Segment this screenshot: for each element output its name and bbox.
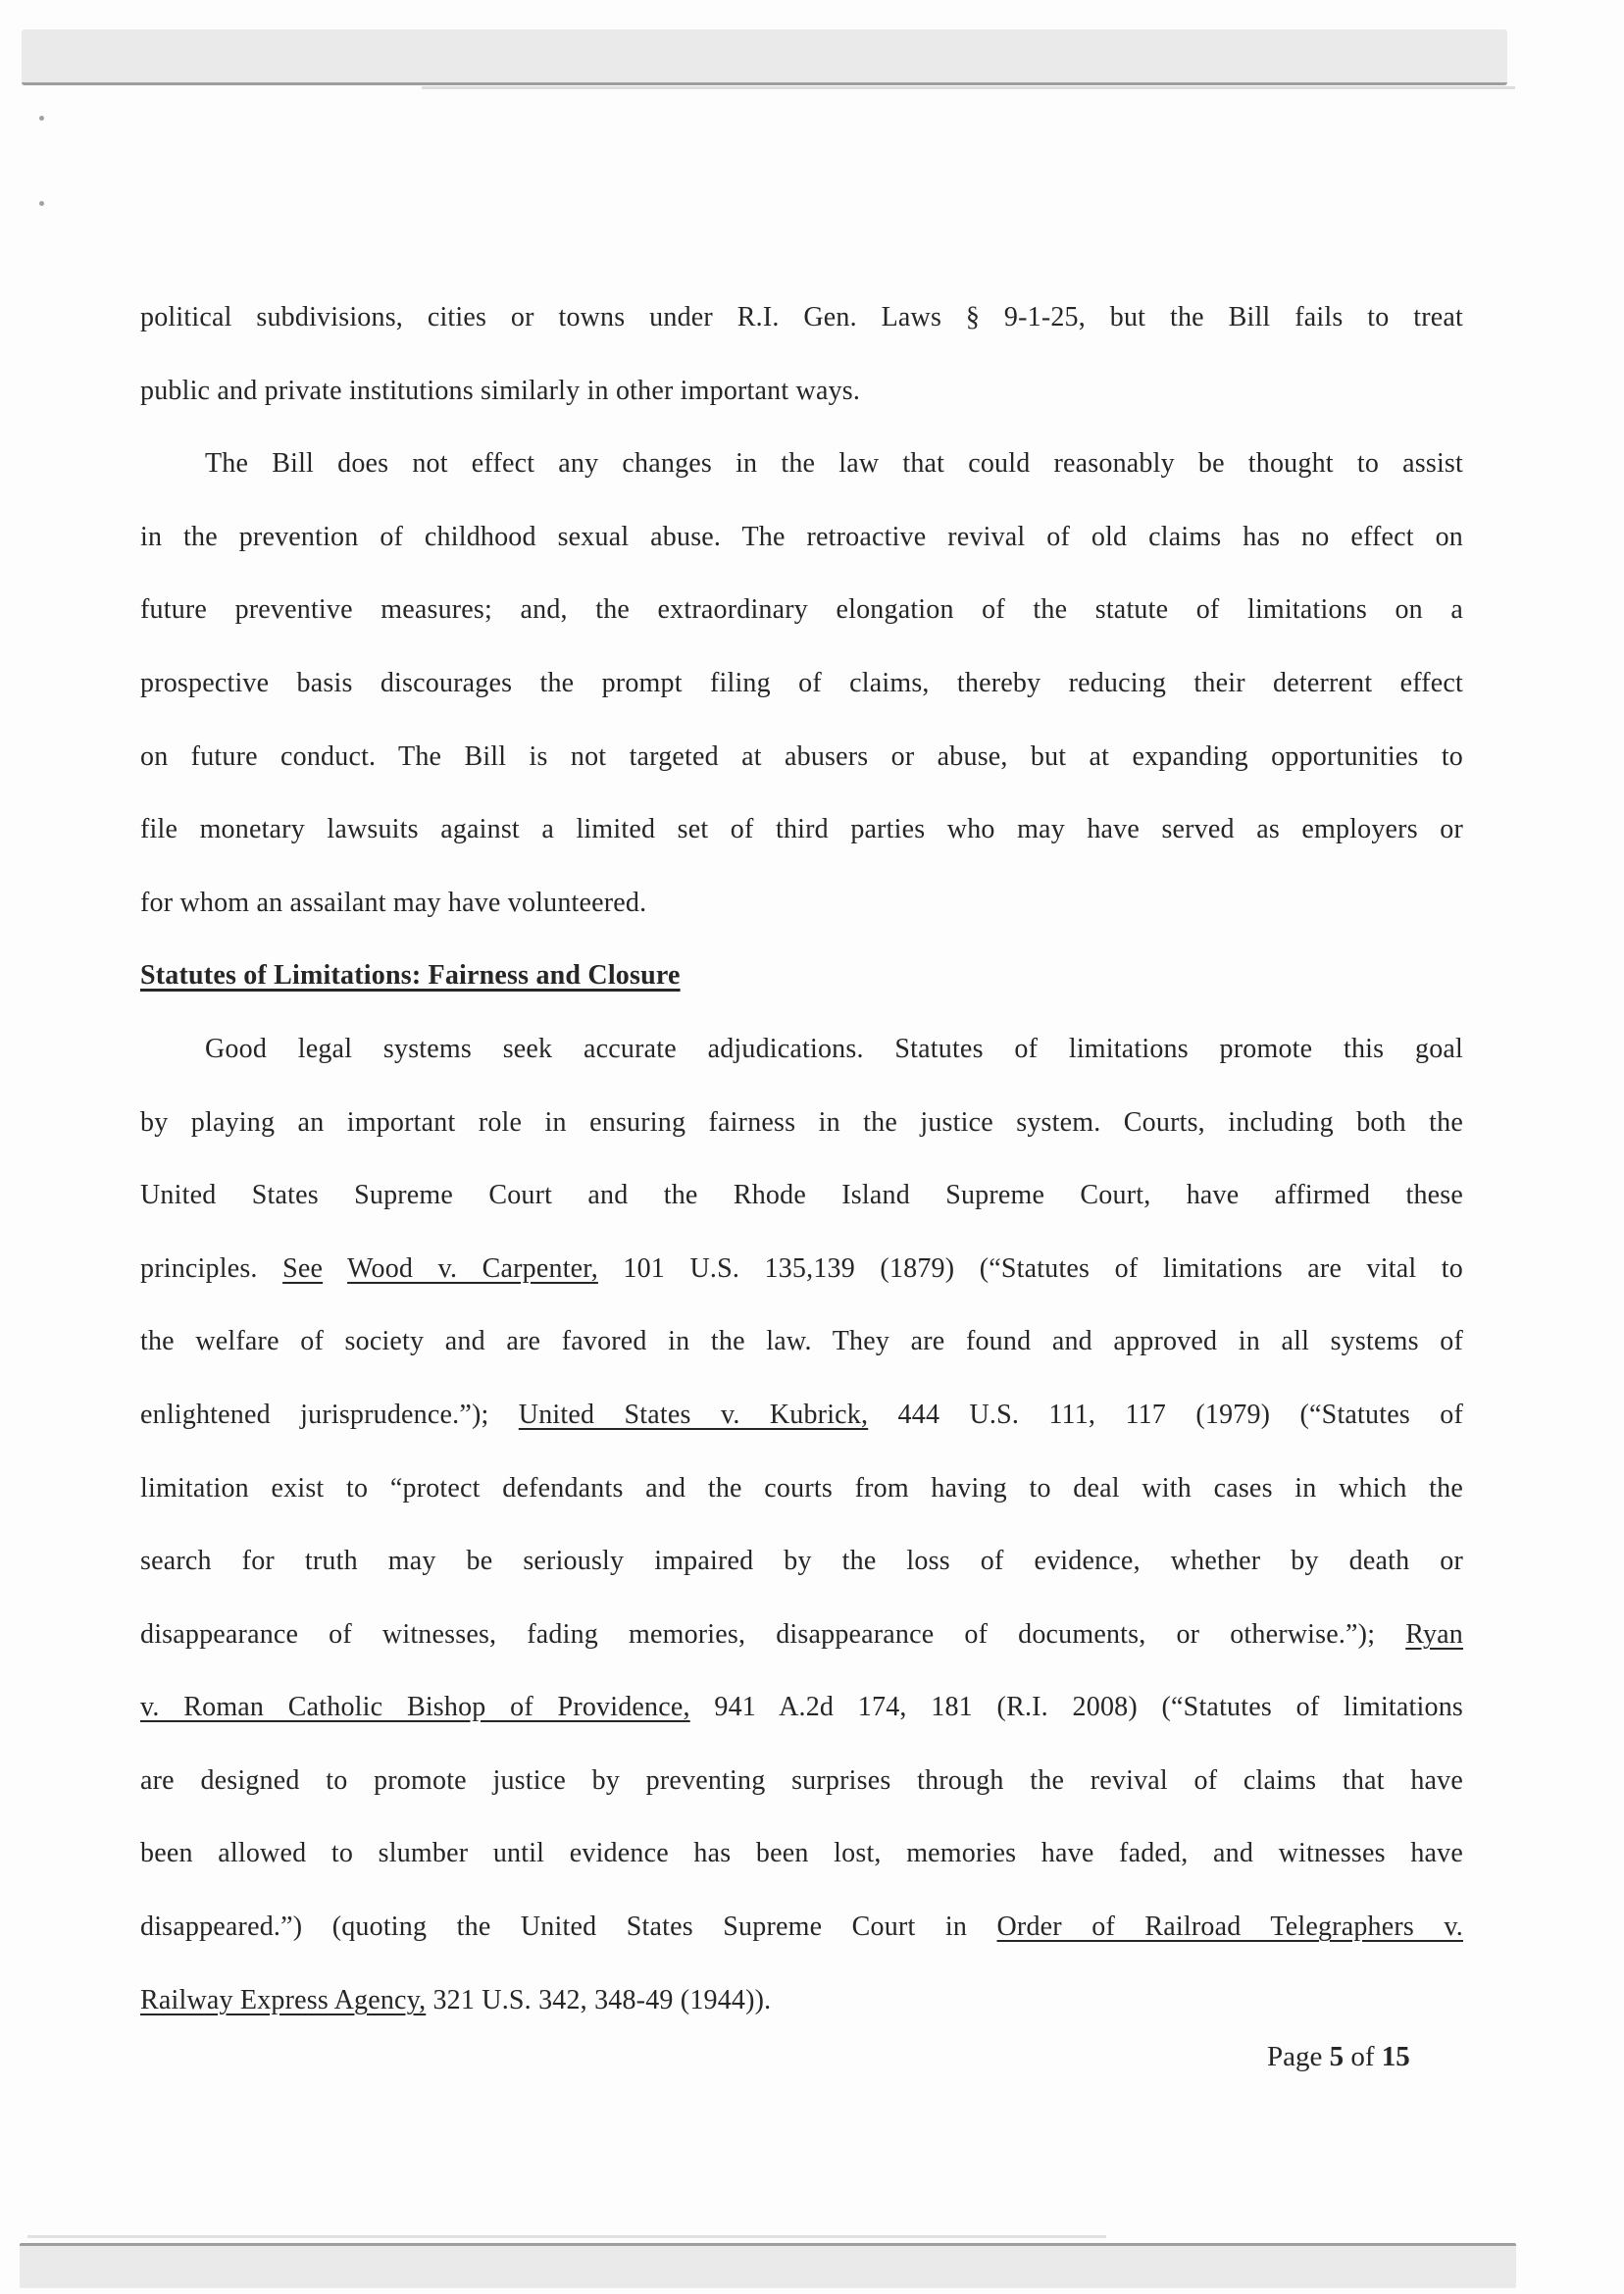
text-run: public and private institutions similarly in other important ways. bbox=[140, 375, 861, 406]
text-line bbox=[140, 1525, 1463, 1599]
text-line bbox=[140, 355, 1463, 429]
scan-artifact-bottom-band bbox=[20, 2243, 1516, 2288]
text-run: in the prevention of childhood sexual abuse. The retroactive revival of old claims has no effect on bbox=[140, 521, 1463, 552]
text-line bbox=[140, 793, 1463, 867]
text-run: are designed to promote justice by preventing surprises through the revival of claims that have bbox=[140, 1764, 1463, 1796]
page-total: 15 bbox=[1381, 2041, 1410, 2072]
text-run: Good legal systems seek accurate adjudications. Statutes of limitations promote this goal bbox=[205, 1033, 1463, 1064]
text-run: 321 U.S. 342, 348-49 (1944)). bbox=[426, 1984, 772, 2015]
text-run: The Bill does not effect any changes in the law that could reasonably be thought to assist bbox=[205, 448, 1463, 480]
text-line bbox=[140, 1159, 1463, 1233]
text-run: file monetary lawsuits against a limited set of third parties who may have served as employers or bbox=[140, 814, 1463, 845]
text-run bbox=[323, 1253, 347, 1284]
text-line bbox=[140, 1013, 1463, 1087]
section-heading bbox=[140, 940, 1463, 1013]
text-line bbox=[140, 1453, 1463, 1526]
text-line bbox=[140, 1379, 1463, 1453]
text-line bbox=[140, 281, 1463, 355]
text-run: disappearance of witnesses, fading memories, disappearance of documents, or otherwise.”); bbox=[140, 1618, 1406, 1650]
text-line bbox=[140, 721, 1463, 794]
text-run: on future conduct. The Bill is not targeted at abusers or abuse, but at expanding opportunities to bbox=[140, 740, 1463, 772]
underlined-citation: Wood v. Carpenter, bbox=[347, 1252, 598, 1284]
text-run: United States Supreme Court and the Rhode Island Supreme Court, have affirmed these bbox=[140, 1180, 1463, 1211]
text-run: future preventive measures; and, the extraordinary elongation of the statute of limitations on a bbox=[140, 594, 1463, 626]
underlined-citation: Railway Express Agency, bbox=[140, 1984, 427, 2015]
text-line bbox=[140, 1817, 1463, 1891]
text-line bbox=[140, 574, 1463, 647]
text-line bbox=[140, 1599, 1463, 1672]
text-run: political subdivisions, cities or towns under R.I. Gen. Laws § 9-1-25, but the Bill fails to treat bbox=[140, 302, 1463, 332]
underlined-citation: Order of Railroad Telegraphers v. bbox=[996, 1912, 1463, 1943]
text-line bbox=[140, 1233, 1463, 1306]
underlined-citation: See bbox=[282, 1252, 324, 1284]
page-word: Page bbox=[1267, 2041, 1323, 2072]
text-line bbox=[140, 1891, 1463, 1964]
text-line bbox=[140, 1745, 1463, 1818]
text-run: limitation exist to “protect defendants and the courts from having to deal with cases in which the bbox=[140, 1472, 1463, 1504]
text-run: principles. bbox=[140, 1252, 283, 1284]
text-run: the welfare of society and are favored in the law. They are found and approved in all systems of bbox=[140, 1326, 1463, 1357]
document-body bbox=[140, 281, 1463, 2037]
text-line bbox=[140, 647, 1463, 721]
text-line bbox=[140, 1671, 1463, 1745]
page-number bbox=[1267, 2040, 1410, 2073]
text-line bbox=[140, 1087, 1463, 1160]
of-word: of bbox=[1350, 2041, 1375, 2072]
scan-artifact-bottom-smudge bbox=[27, 2235, 1106, 2238]
text-run: search for truth may be seriously impaired by the loss of evidence, whether by death or bbox=[140, 1546, 1463, 1577]
underlined-citation: Statutes of Limitations: Fairness and Closure bbox=[140, 960, 681, 992]
underlined-citation: v. Roman Catholic Bishop of Providence, bbox=[140, 1692, 690, 1723]
text-line bbox=[140, 501, 1463, 575]
text-run: 444 U.S. 111, 117 (1979) (“Statutes of bbox=[868, 1399, 1463, 1430]
text-line bbox=[140, 1964, 1463, 2038]
text-line bbox=[140, 867, 1463, 941]
text-line bbox=[140, 428, 1463, 501]
text-run: by playing an important role in ensuring fairness in the justice system. Courts, including both the bbox=[140, 1106, 1463, 1138]
page-current: 5 bbox=[1329, 2041, 1345, 2072]
text-line bbox=[140, 1305, 1463, 1379]
text-run: 101 U.S. 135,139 (1879) (“Statutes of limitations are vital to bbox=[597, 1252, 1463, 1284]
scan-artifact-top-band bbox=[22, 29, 1507, 85]
underlined-citation: United States v. Kubrick, bbox=[518, 1399, 869, 1430]
scan-speck bbox=[39, 201, 44, 206]
text-run: disappeared.”) (quoting the United States Supreme Court in bbox=[140, 1912, 997, 1943]
scan-artifact-top-smudge bbox=[422, 86, 1515, 89]
text-run: for whom an assailant may have volunteered. bbox=[140, 887, 647, 918]
underlined-citation: Ryan bbox=[1405, 1618, 1463, 1650]
scan-speck bbox=[39, 116, 44, 121]
text-run: 941 A.2d 174, 181 (R.I. 2008) (“Statutes of limitations bbox=[689, 1692, 1463, 1723]
text-run: enlightened jurisprudence.”); bbox=[140, 1399, 519, 1430]
text-run: been allowed to slumber until evidence has been lost, memories have faded, and witnesses have bbox=[140, 1838, 1463, 1869]
text-run: prospective basis discourages the prompt filing of claims, thereby reducing their deterrent effect bbox=[140, 667, 1463, 698]
